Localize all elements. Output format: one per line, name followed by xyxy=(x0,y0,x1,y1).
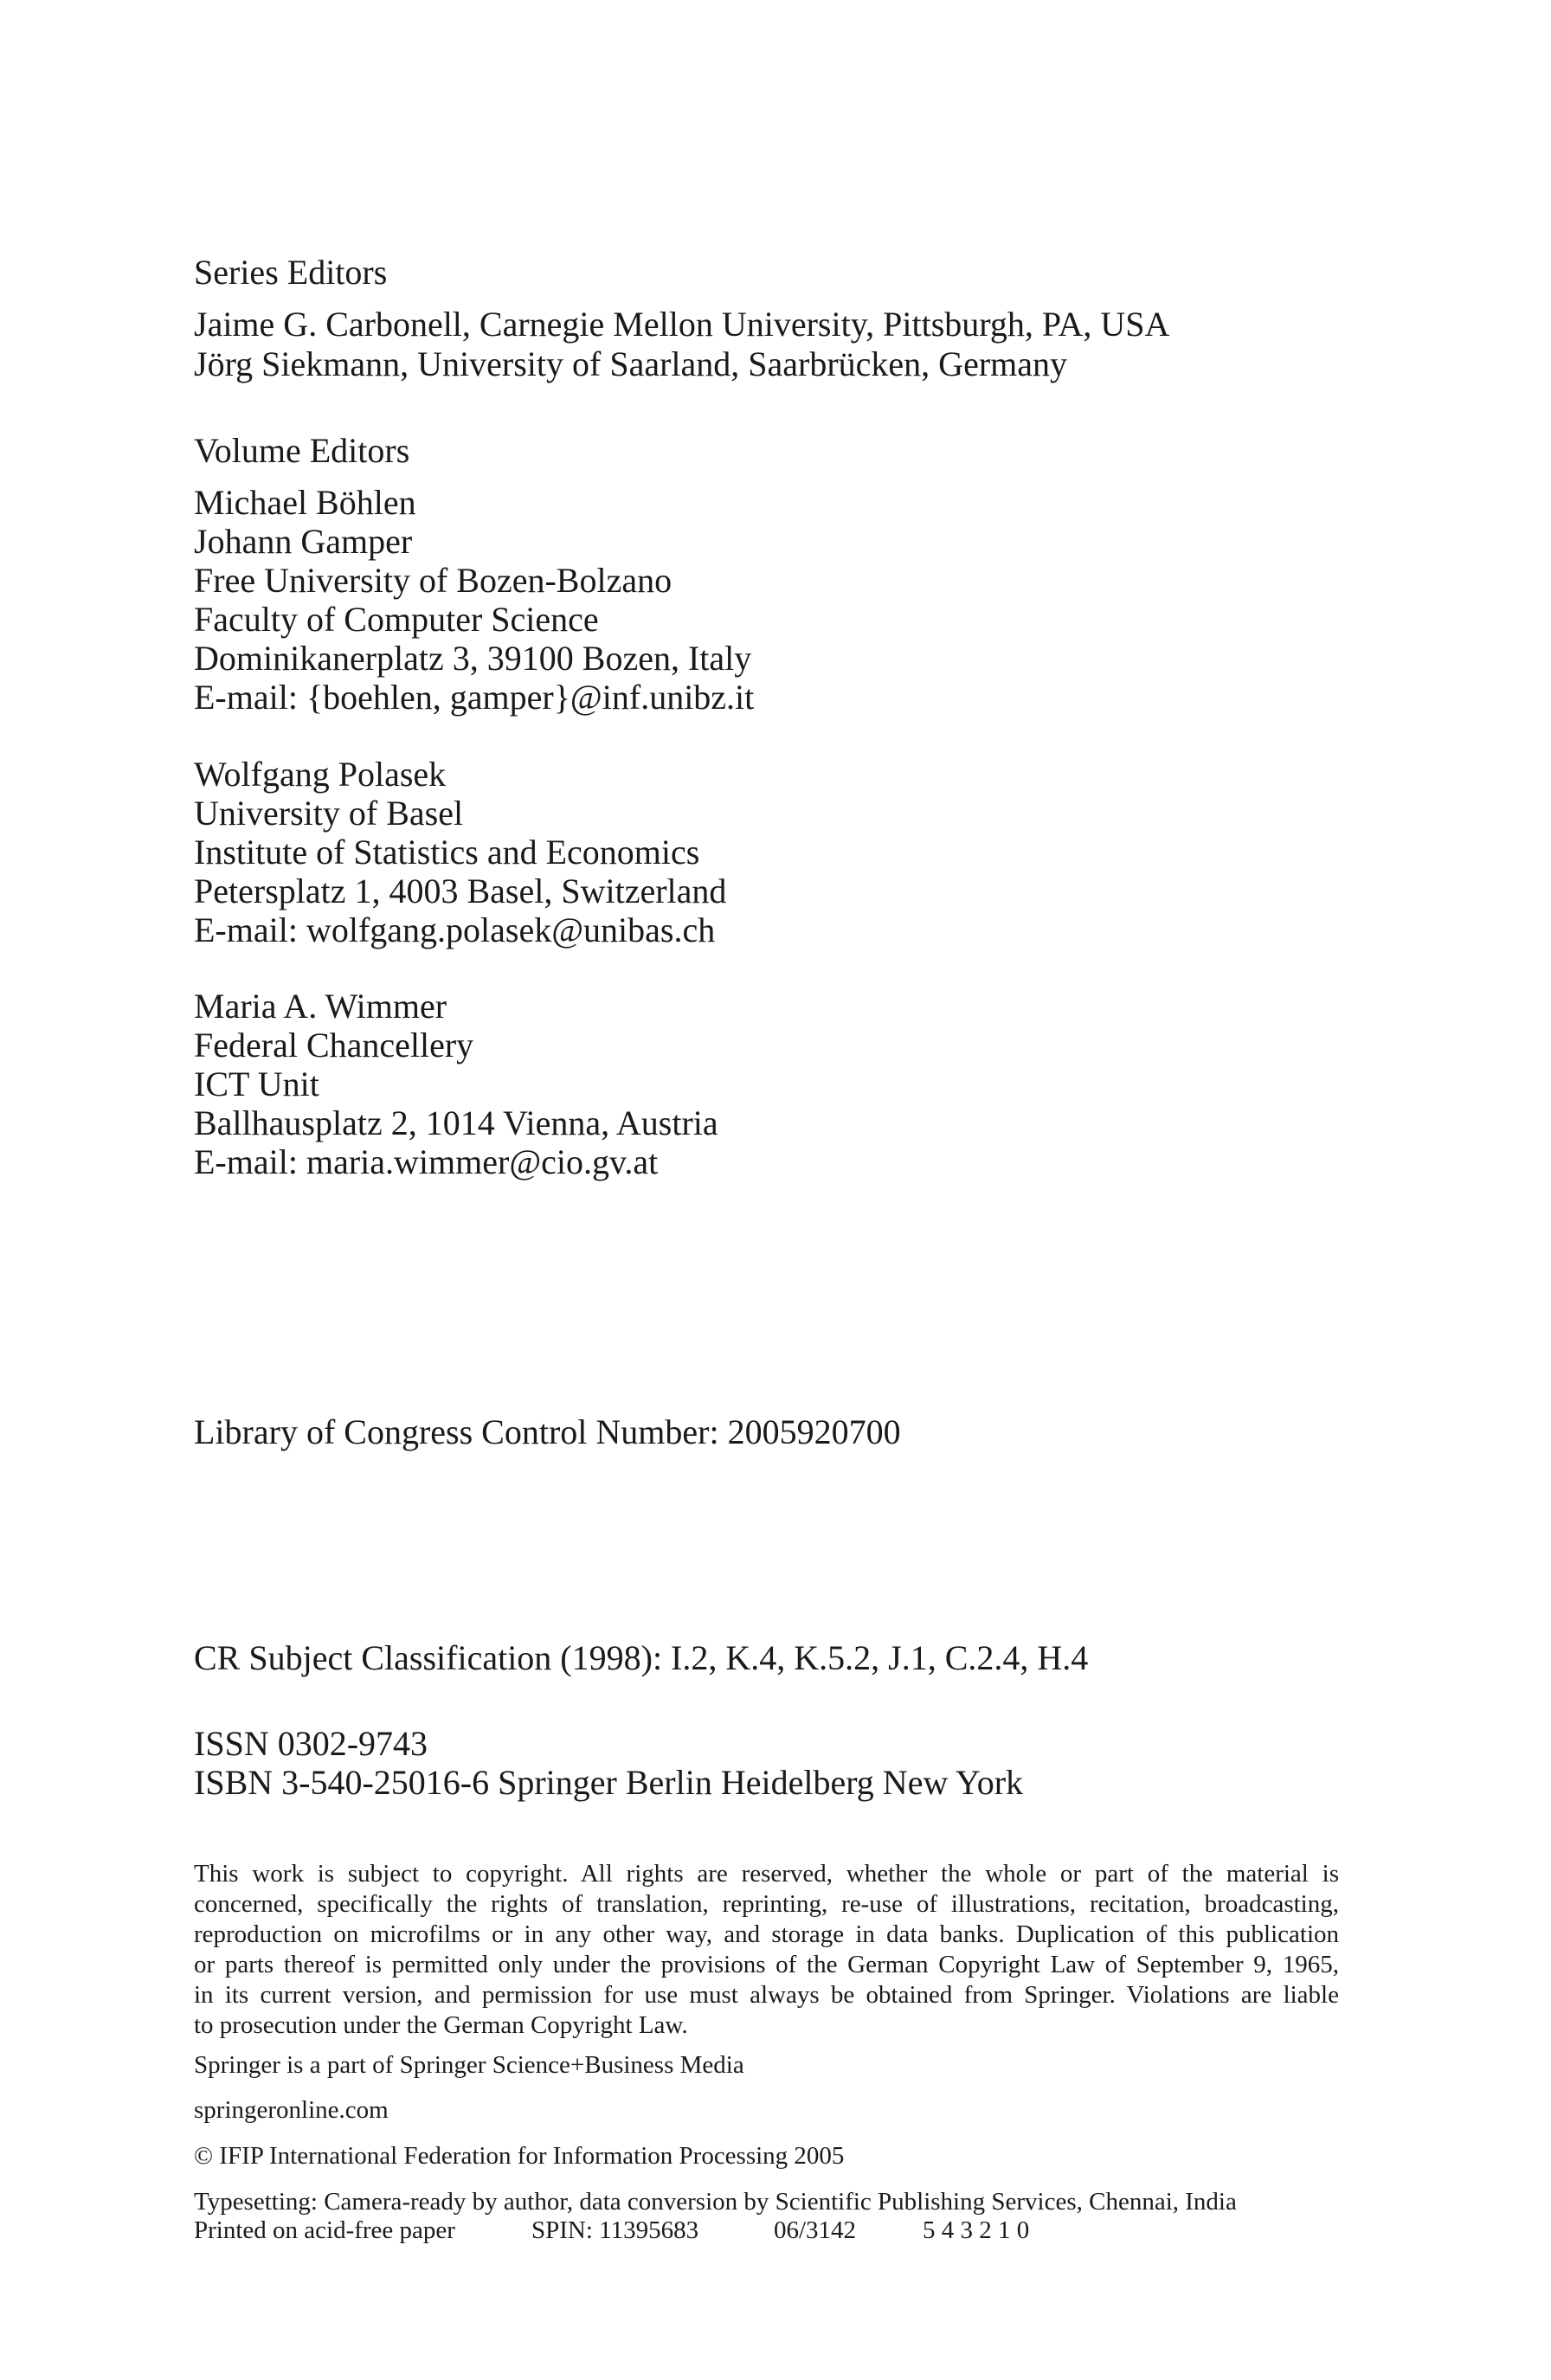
copyright-line: © IFIP International Federation for Information Processing 2005 xyxy=(194,2142,845,2170)
editor2-line: University of Basel xyxy=(194,794,464,833)
volume-editors-heading: Volume Editors xyxy=(194,431,410,470)
editor2-line: Petersplatz 1, 4003 Basel, Switzerland xyxy=(194,872,727,910)
series-editor-line: Jaime G. Carbonell, Carnegie Mellon University, Pittsburgh, PA, USA xyxy=(194,305,1170,344)
copyright-notice-line: concerned, specifically the rights of translation, reprinting, re-use of illustrations, recitation, broadcasting, xyxy=(194,1890,1339,1918)
copyright-notice-line: This work is subject to copyright. All rights are reserved, whether the whole or part of the material is xyxy=(194,1860,1339,1888)
copyright-notice-line: in its current version, and permission for use must always be obtained from Springer. Violations are liable xyxy=(194,1981,1339,2009)
editor1-line: Michael Böhlen xyxy=(194,483,416,522)
series-editors-heading: Series Editors xyxy=(194,253,388,292)
editor3-email: E-mail: maria.wimmer@cio.gv.at xyxy=(194,1142,659,1181)
copyright-notice xyxy=(194,1859,1339,2041)
lccn: Library of Congress Control Number: 2005920700 xyxy=(194,1412,901,1451)
editor2-email: E-mail: wolfgang.polasek@unibas.ch xyxy=(194,910,716,949)
printing-spin: SPIN: 11395683 xyxy=(531,2216,699,2244)
printing-code: 06/3142 xyxy=(774,2216,857,2244)
typesetting: Typesetting: Camera-ready by author, data conversion by Scientific Publishing Services, Chennai, India xyxy=(194,2188,1237,2216)
editor3-line: Ballhausplatz 2, 1014 Vienna, Austria xyxy=(194,1103,718,1142)
editor1-line: Johann Gamper xyxy=(194,522,413,561)
editor1-email: E-mail: {boehlen, gamper}@inf.unibz.it xyxy=(194,678,755,717)
editor1-line: Faculty of Computer Science xyxy=(194,600,599,639)
printing-run: 5 4 3 2 1 0 xyxy=(923,2216,1030,2244)
editor1-line: Free University of Bozen-Bolzano xyxy=(194,561,673,600)
editor3-line: ICT Unit xyxy=(194,1065,319,1103)
isbn: ISBN 3-540-25016-6 Springer Berlin Heidelberg New York xyxy=(194,1763,1024,1802)
cr-classification: CR Subject Classification (1998): I.2, K.4, K.5.2, J.1, C.2.4, H.4 xyxy=(194,1638,1089,1677)
editor3-line: Maria A. Wimmer xyxy=(194,987,447,1026)
editor3-line: Federal Chancellery xyxy=(194,1026,474,1065)
editor2-line: Institute of Statistics and Economics xyxy=(194,833,700,872)
copyright-notice-line: or parts thereof is permitted only under the provisions of the German Copyright Law of September 9, 1965, xyxy=(194,1951,1339,1978)
copyright-notice-line: reproduction on microfilms or in any other way, and storage in data banks. Duplication of this publication xyxy=(194,1920,1339,1948)
series-editor-line: Jörg Siekmann, University of Saarland, Saarbrücken, Germany xyxy=(194,344,1068,383)
editor2-line: Wolfgang Polasek xyxy=(194,755,447,794)
copyright-notice-line: to prosecution under the German Copyright Law. xyxy=(194,2011,688,2039)
website: springeronline.com xyxy=(194,2096,389,2124)
printing-paper: Printed on acid-free paper xyxy=(194,2216,455,2244)
springer-part: Springer is a part of Springer Science+Business Media xyxy=(194,2051,744,2079)
issn: ISSN 0302-9743 xyxy=(194,1724,428,1763)
editor1-line: Dominikanerplatz 3, 39100 Bozen, Italy xyxy=(194,639,752,678)
